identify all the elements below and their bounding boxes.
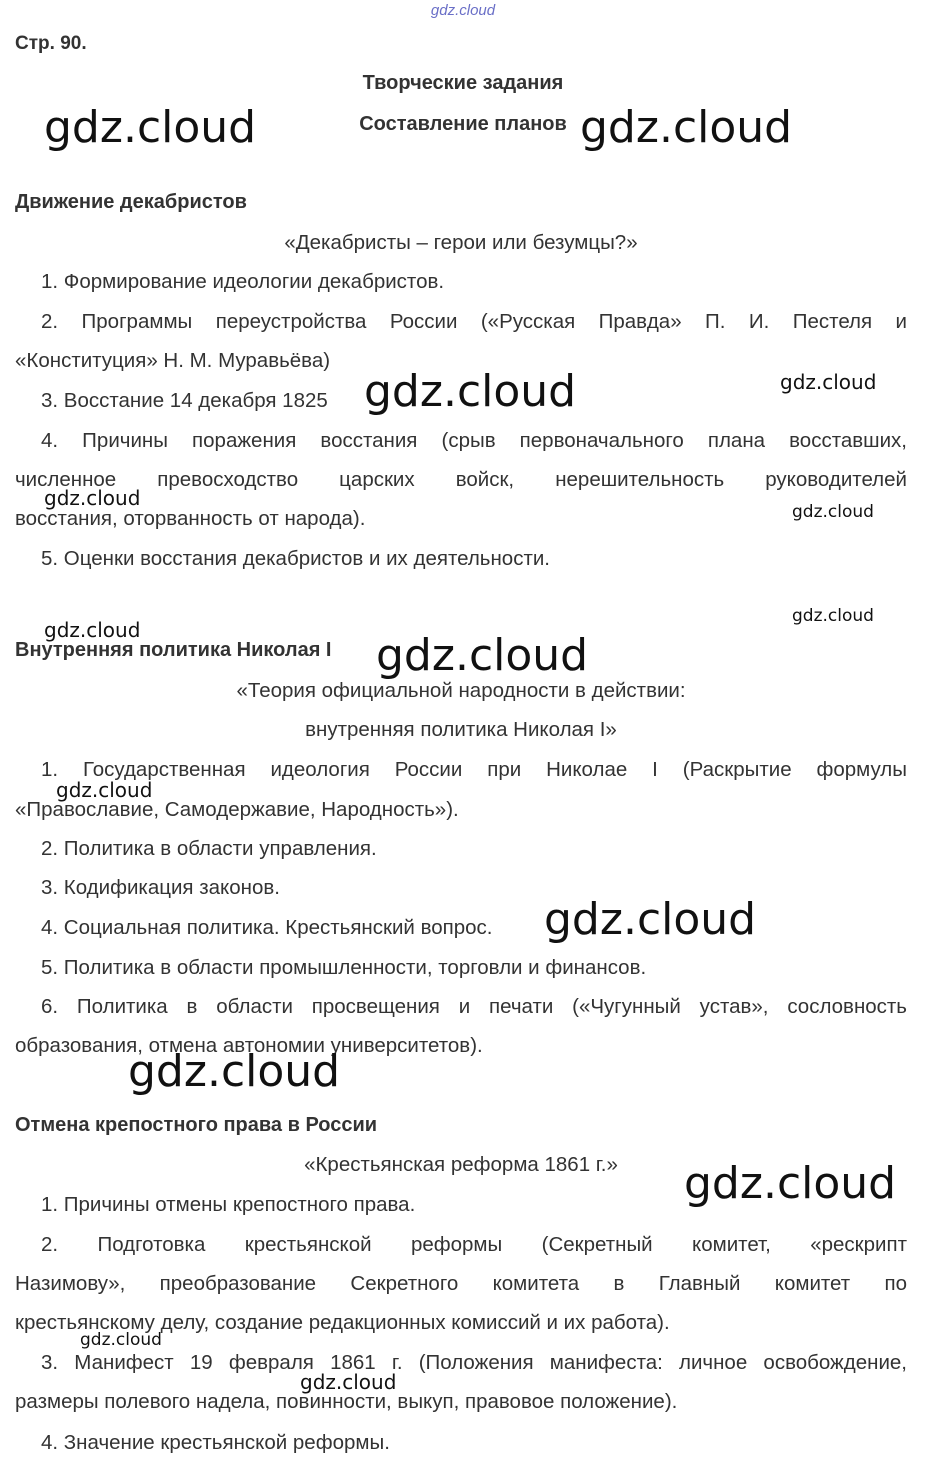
list-item: 1. Формирование идеологии декабристов. <box>41 270 445 293</box>
list-item: Назимову», преобразование Секретного комитета в Главный комитет по <box>15 1272 907 1295</box>
section-heading-serfdom: Отмена крепостного права в России <box>15 1114 378 1136</box>
watermark: gdz.cloud <box>376 630 589 681</box>
list-item: 2. Политика в области управления. <box>41 837 377 860</box>
list-item: 5. Оценки восстания декабристов и их деятельности. <box>41 547 550 570</box>
list-item: 3. Восстание 14 декабря 1825 <box>41 389 328 412</box>
watermark: gdz.cloud <box>44 618 141 642</box>
watermark: gdz.cloud <box>792 502 874 522</box>
list-item: «Конституция» Н. М. Муравьёва) <box>15 349 331 372</box>
sub-title: Составление планов <box>359 113 567 135</box>
section-topic: внутренняя политика Николая I» <box>305 718 617 741</box>
section-heading-nicholas: Внутренняя политика Николая I <box>15 639 332 661</box>
list-item: 4. Причины поражения восстания (срыв первоначального плана восставших, <box>41 429 907 452</box>
list-item: «Православие, Самодержавие, Народность»). <box>15 798 459 821</box>
list-item: 2. Подготовка крестьянской реформы (Секретный комитет, «рескрипт <box>41 1233 907 1256</box>
list-item: 4. Значение крестьянской реформы. <box>41 1431 390 1454</box>
list-item: 2. Программы переустройства России («Русская Правда» П. И. Пестеля и <box>41 310 907 333</box>
list-item: 3. Кодификация законов. <box>41 876 280 899</box>
list-item: 6. Политика в области просвещения и печати («Чугунный устав», сословность <box>41 995 907 1018</box>
list-item: образования, отмена автономии университетов). <box>15 1034 483 1057</box>
list-item: 3. Манифест 19 февраля 1861 г. (Положения манифеста: личное освобождение, <box>41 1351 907 1374</box>
list-item: размеры полевого надела, повинности, выкуп, правовое положение). <box>15 1390 678 1413</box>
watermark: gdz.cloud <box>580 102 793 153</box>
watermark: gdz.cloud <box>300 1370 397 1394</box>
watermark: gdz.cloud <box>364 366 577 417</box>
list-item: численное превосходство царских войск, нерешительность руководителей <box>15 468 907 491</box>
watermark: gdz.cloud <box>792 606 874 626</box>
watermark: gdz.cloud <box>780 370 877 394</box>
site-header: gdz.cloud <box>430 2 496 19</box>
list-item: восстания, оторванность от народа). <box>15 507 366 530</box>
main-title: Творческие задания <box>362 72 564 94</box>
list-item: крестьянскому делу, создание редакционных комиссий и их работа). <box>15 1311 670 1334</box>
watermark: gdz.cloud <box>544 894 757 945</box>
watermark: gdz.cloud <box>80 1330 162 1350</box>
list-item: 4. Социальная политика. Крестьянский вопрос. <box>41 916 493 939</box>
watermark: gdz.cloud <box>56 778 153 802</box>
watermark: gdz.cloud <box>128 1046 341 1097</box>
section-heading-decembrists: Движение декабристов <box>15 191 247 213</box>
watermark: gdz.cloud <box>44 486 141 510</box>
watermark: gdz.cloud <box>684 1158 897 1209</box>
page-number: Стр. 90. <box>15 33 87 54</box>
list-item: 1. Государственная идеология России при Николае I (Раскрытие формулы <box>41 758 907 781</box>
section-topic: «Декабристы – герои или безумцы?» <box>284 231 638 254</box>
list-item: 1. Причины отмены крепостного права. <box>41 1193 416 1216</box>
list-item: 5. Политика в области промышленности, торговли и финансов. <box>41 956 647 979</box>
section-topic: «Теория официальной народности в действии: <box>236 679 686 702</box>
watermark: gdz.cloud <box>44 102 257 153</box>
section-topic: «Крестьянская реформа 1861 г.» <box>304 1153 618 1176</box>
